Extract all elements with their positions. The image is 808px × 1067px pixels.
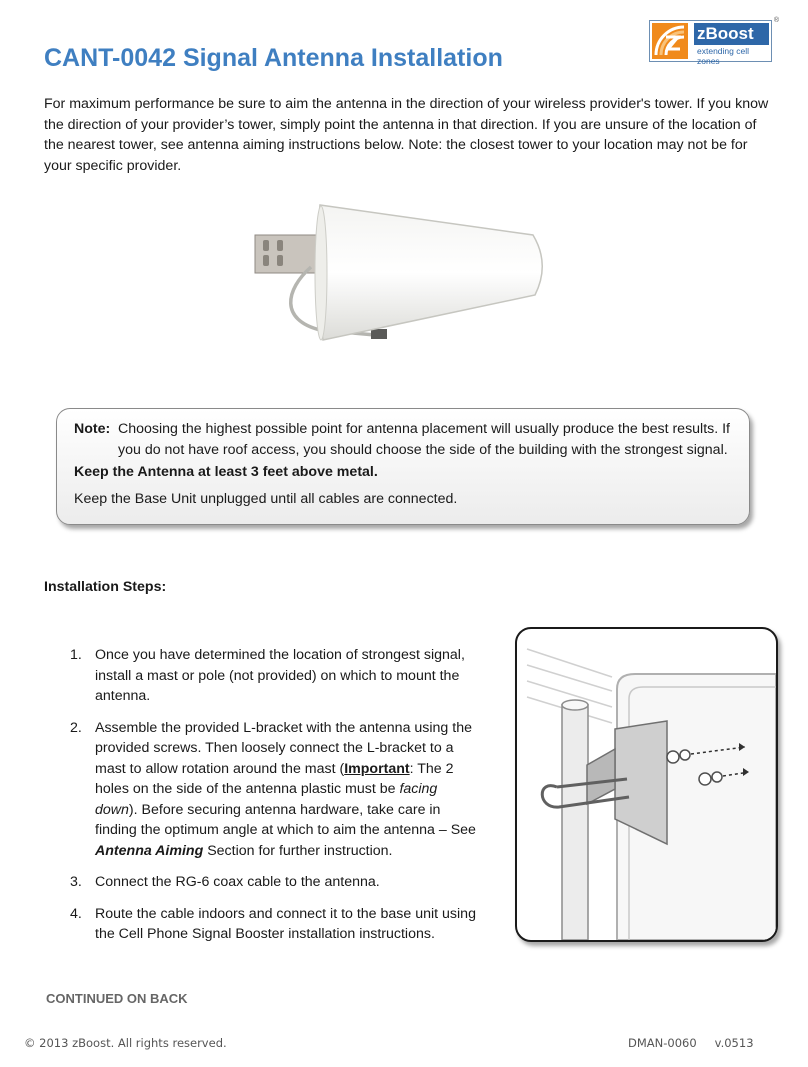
footer-document-info	[628, 1036, 754, 1050]
document-version: v.0513	[714, 1036, 754, 1050]
step-2-part-1: Assemble the provided L-bracket with the antenna using the provided screws. Then loosely connect the L-bracket to a mast to allow rotation around the mast (	[95, 719, 472, 777]
note-text: Choosing the highest possible point for antenna placement will usually produce the best results. If you do not have roof access, you should choose the side of the building with the strongest signal.	[118, 421, 731, 458]
note-label: Note:	[74, 421, 111, 437]
facing-down-text: facing down	[95, 781, 438, 818]
step-text	[95, 718, 480, 862]
step-text: Route the cable indoors and connect it to the base unit using the Cell Phone Signal Booster installation instructions.	[95, 905, 476, 942]
page-title: CANT-0042 Signal Antenna Installation	[44, 44, 503, 72]
note-metal-warning: Keep the Antenna at least 3 feet above metal.	[74, 464, 378, 480]
step-2	[70, 718, 480, 862]
step-1	[70, 645, 480, 707]
logo-registered-mark: ®	[773, 17, 779, 24]
installation-steps-heading: Installation Steps:	[44, 579, 167, 595]
step-2-part-2: : The 2 holes on the side of the antenna plastic must be	[95, 760, 454, 797]
step-3	[70, 872, 480, 893]
important-label: Important	[344, 760, 410, 777]
continued-on-back: CONTINUED ON BACK	[46, 991, 188, 1006]
step-text: Once you have determined the location of strongest signal, install a mast or pole (not provided) on which to mount the antenna.	[95, 647, 465, 704]
step-2-part-3: ). Before securing antenna hardware, take care in finding the optimum angle at which to aim the antenna – See	[95, 801, 476, 838]
note-unplugged-warning: Keep the Base Unit unplugged until all cables are connected.	[74, 491, 458, 507]
logo-tagline: extending cell zones	[697, 46, 749, 66]
step-4	[70, 904, 480, 945]
mounting-illustration	[515, 627, 778, 942]
note-box	[56, 408, 750, 525]
note-row	[74, 419, 739, 460]
step-text: Connect the RG-6 coax cable to the antenna.	[95, 874, 380, 890]
antenna-photo	[245, 195, 550, 355]
step-number: 2.	[70, 719, 82, 736]
zboost-logo-icon	[652, 23, 688, 59]
mounting-diagram	[517, 629, 776, 940]
step-2-part-4: Section for further instruction.	[203, 842, 393, 859]
step-number: 4.	[70, 905, 82, 922]
step-number: 1.	[70, 647, 82, 663]
installation-steps-list	[70, 645, 480, 956]
zboost-logo	[649, 17, 779, 66]
logo-name: zBoost	[694, 23, 769, 45]
document-id: DMAN-0060	[628, 1036, 697, 1050]
footer-copyright: © 2013 zBoost. All rights reserved.	[24, 1036, 227, 1050]
antenna-aiming-reference: Antenna Aiming	[95, 842, 204, 859]
step-number: 3.	[70, 874, 82, 890]
intro-paragraph: For maximum performance be sure to aim the antenna in the direction of your wireless provider's tower. If you know the direction of your provider’s tower, simply point the antenna in that direction. If you are unsure of the location of the nearest tower, see antenna aiming instructions below. Note: the closest tower to your location may not be for your specific provider.	[44, 96, 769, 174]
